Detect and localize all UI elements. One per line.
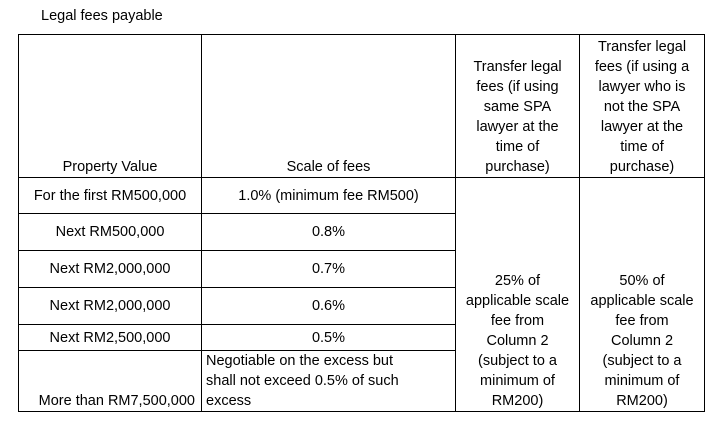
row-2-value: Next RM500,000 [19, 214, 202, 251]
row-6-scale: Negotiable on the excess but shall not exceed 0.5% of such excess [202, 351, 456, 412]
other-lawyer-fee-cell: 50% of applicable scale fee from Column 2 (subject to a minimum of RM200) [580, 178, 705, 412]
row-4-scale: 0.6% [202, 288, 456, 325]
header-property-value: Property Value [19, 35, 202, 178]
header-other-lawyer: Transfer legal fees (if using a lawyer who is not the SPA lawyer at the time of purchase) [580, 35, 705, 178]
legal-fees-table [18, 34, 705, 412]
row-5-scale: 0.5% [202, 325, 456, 351]
row-1-scale: 1.0% (minimum fee RM500) [202, 178, 456, 214]
row-4-value: Next RM2,000,000 [19, 288, 202, 325]
row-1-value: For the first RM500,000 [19, 178, 202, 214]
row-3-value: Next RM2,000,000 [19, 251, 202, 288]
same-lawyer-fee-cell: 25% of applicable scale fee from Column 2 (subject to a minimum of RM200) [456, 178, 580, 412]
row-3-scale: 0.7% [202, 251, 456, 288]
row-5-value: Next RM2,500,000 [19, 325, 202, 351]
table-title: Legal fees payable [41, 8, 163, 24]
row-6-value: More than RM7,500,000 [19, 351, 202, 412]
row-2-scale: 0.8% [202, 214, 456, 251]
header-same-lawyer: Transfer legal fees (if using same SPA lawyer at the time of purchase) [456, 35, 580, 178]
header-scale-of-fees: Scale of fees [202, 35, 456, 178]
